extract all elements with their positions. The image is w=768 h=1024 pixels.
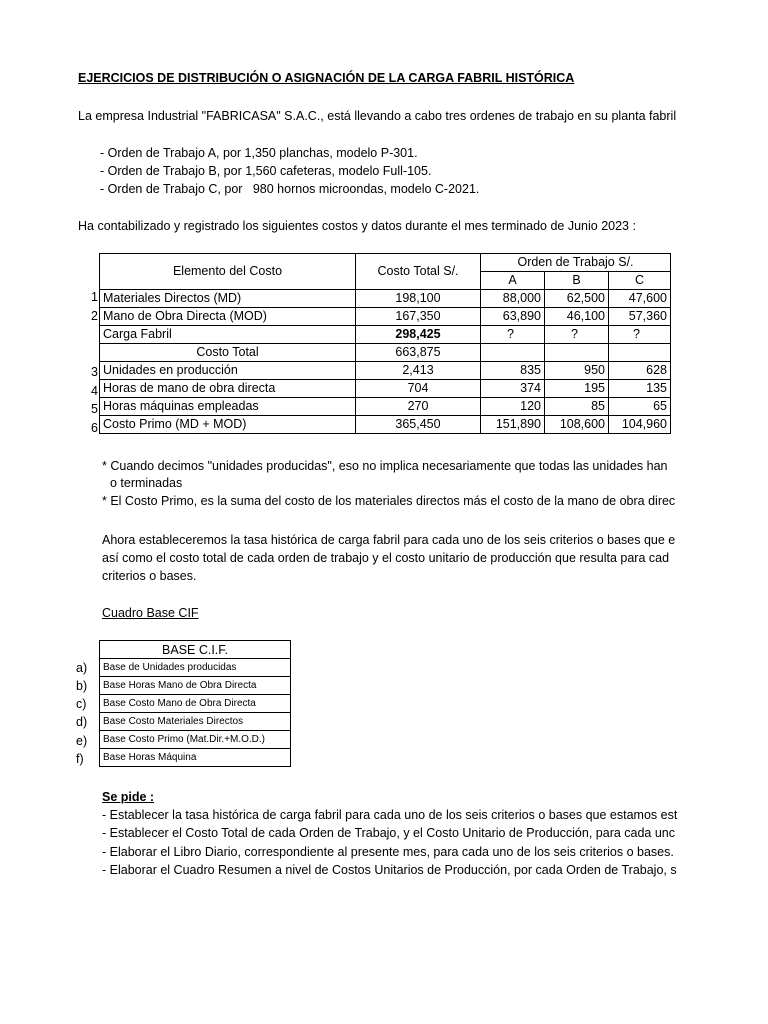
row-a: 120: [481, 398, 545, 416]
note-prime-cost: * El Costo Primo, es la suma del costo de los materiales directos más el costo de la mano de obra direc: [102, 494, 676, 508]
table-row: [100, 416, 671, 434]
header-c: C: [609, 272, 671, 290]
row-c: ?: [609, 326, 671, 344]
row-label: Unidades en producción: [100, 362, 356, 380]
table-row: [100, 695, 291, 713]
header-a: A: [481, 272, 545, 290]
row-number: 6: [91, 421, 98, 435]
cif-letter: e): [76, 734, 88, 748]
table-row: [100, 380, 671, 398]
cif-table: [99, 640, 291, 767]
note-units-cont: o terminadas: [110, 476, 183, 490]
cif-header: BASE C.I.F.: [100, 641, 291, 659]
row-c: 628: [609, 362, 671, 380]
row-total: 298,425: [356, 326, 481, 344]
order-line-a: - Orden de Trabajo A, por 1,350 planchas, modelo P-301.: [100, 146, 418, 160]
cif-item: Base Horas Máquina: [100, 749, 291, 767]
table-row: [100, 731, 291, 749]
page-title: EJERCICIOS DE DISTRIBUCIÓN O ASIGNACIÓN DE LA CARGA FABRIL HISTÓRICA: [78, 71, 575, 85]
task-line: - Elaborar el Libro Diario, correspondiente al presente mes, para cada uno de los seis criterios o bases.: [102, 845, 674, 859]
row-c: 65: [609, 398, 671, 416]
header-orders: Orden de Trabajo S/.: [481, 254, 671, 272]
table-row: [100, 308, 671, 326]
order-line-c: - Orden de Trabajo C, por 980 hornos microondas, modelo C-2021.: [100, 182, 480, 196]
cif-letter: b): [76, 679, 88, 693]
row-label: Costo Total: [100, 344, 356, 362]
row-total: 198,100: [356, 290, 481, 308]
cif-letter: f): [76, 752, 84, 766]
row-c: 57,360: [609, 308, 671, 326]
row-a: 374: [481, 380, 545, 398]
table-row: [100, 344, 671, 362]
table-row: [100, 290, 671, 308]
table-row: [100, 713, 291, 731]
header-element: Elemento del Costo: [100, 254, 356, 290]
task-line: - Establecer la tasa histórica de carga fabril para cada uno de los seis criterios o bases que estamos est: [102, 808, 678, 822]
row-total: 167,350: [356, 308, 481, 326]
table-row: [100, 398, 671, 416]
table-row: [100, 362, 671, 380]
row-c: 135: [609, 380, 671, 398]
row-number: 2: [91, 309, 98, 323]
row-number: 5: [91, 402, 98, 416]
row-label: Materiales Directos (MD): [100, 290, 356, 308]
row-b: [545, 344, 609, 362]
row-b: 950: [545, 362, 609, 380]
row-b: 108,600: [545, 416, 609, 434]
header-b: B: [545, 272, 609, 290]
table-row: [100, 326, 671, 344]
cif-item: Base Costo Mano de Obra Directa: [100, 695, 291, 713]
row-total: 2,413: [356, 362, 481, 380]
se-pide-heading: Se pide :: [102, 790, 155, 804]
row-label: Horas máquinas empleadas: [100, 398, 356, 416]
row-a: 63,890: [481, 308, 545, 326]
row-number: 3: [91, 365, 98, 379]
cost-table: [99, 253, 671, 434]
row-total: 365,450: [356, 416, 481, 434]
row-a: ?: [481, 326, 545, 344]
row-c: 104,960: [609, 416, 671, 434]
row-b: 46,100: [545, 308, 609, 326]
row-label: Costo Primo (MD + MOD): [100, 416, 356, 434]
paragraph-line: Ahora estableceremos la tasa histórica de carga fabril para cada uno de los seis criterios o bases que e: [102, 533, 676, 547]
row-total: 663,875: [356, 344, 481, 362]
header-total: Costo Total S/.: [356, 254, 481, 290]
row-a: 151,890: [481, 416, 545, 434]
row-label: Mano de Obra Directa (MOD): [100, 308, 356, 326]
note-units: * Cuando decimos "unidades producidas", eso no implica necesariamente que todas las unidades han: [102, 459, 668, 473]
row-a: 88,000: [481, 290, 545, 308]
cif-item: Base Costo Materiales Directos: [100, 713, 291, 731]
row-c: [609, 344, 671, 362]
registered-text: Ha contabilizado y registrado los siguientes costos y datos durante el mes terminado de Junio 2023 :: [78, 219, 636, 233]
row-b: 62,500: [545, 290, 609, 308]
table-row: [100, 659, 291, 677]
row-b: ?: [545, 326, 609, 344]
row-c: 47,600: [609, 290, 671, 308]
cuadro-title: Cuadro Base CIF: [102, 606, 199, 620]
cif-item: Base Horas Mano de Obra Directa: [100, 677, 291, 695]
paragraph-line: criterios o bases.: [102, 569, 197, 583]
row-number: 4: [91, 384, 98, 398]
row-label: Horas de mano de obra directa: [100, 380, 356, 398]
row-a: 835: [481, 362, 545, 380]
row-b: 85: [545, 398, 609, 416]
table-row: [100, 677, 291, 695]
cif-item: Base Costo Primo (Mat.Dir.+M.O.D.): [100, 731, 291, 749]
row-a: [481, 344, 545, 362]
row-label: Carga Fabril: [100, 326, 356, 344]
cif-letter: d): [76, 715, 88, 729]
row-total: 270: [356, 398, 481, 416]
cif-item: Base de Unidades producidas: [100, 659, 291, 677]
task-line: - Elaborar el Cuadro Resumen a nivel de Costos Unitarios de Producción, por cada Orden de Trabajo, s: [102, 863, 677, 877]
row-number: 1: [91, 290, 98, 304]
row-total: 704: [356, 380, 481, 398]
task-line: - Establecer el Costo Total de cada Orden de Trabajo, y el Costo Unitario de Producción, para cada unc: [102, 826, 676, 840]
cif-letter: a): [76, 661, 88, 675]
paragraph-line: así como el costo total de cada orden de trabajo y el costo unitario de producción que resulta para cad: [102, 551, 670, 565]
order-line-b: - Orden de Trabajo B, por 1,560 cafeteras, modelo Full-105.: [100, 164, 432, 178]
cif-letter: c): [76, 697, 87, 711]
row-b: 195: [545, 380, 609, 398]
intro-text: La empresa Industrial "FABRICASA" S.A.C., está llevando a cabo tres ordenes de trabajo en su planta fabril: [78, 109, 677, 123]
table-row: [100, 749, 291, 767]
